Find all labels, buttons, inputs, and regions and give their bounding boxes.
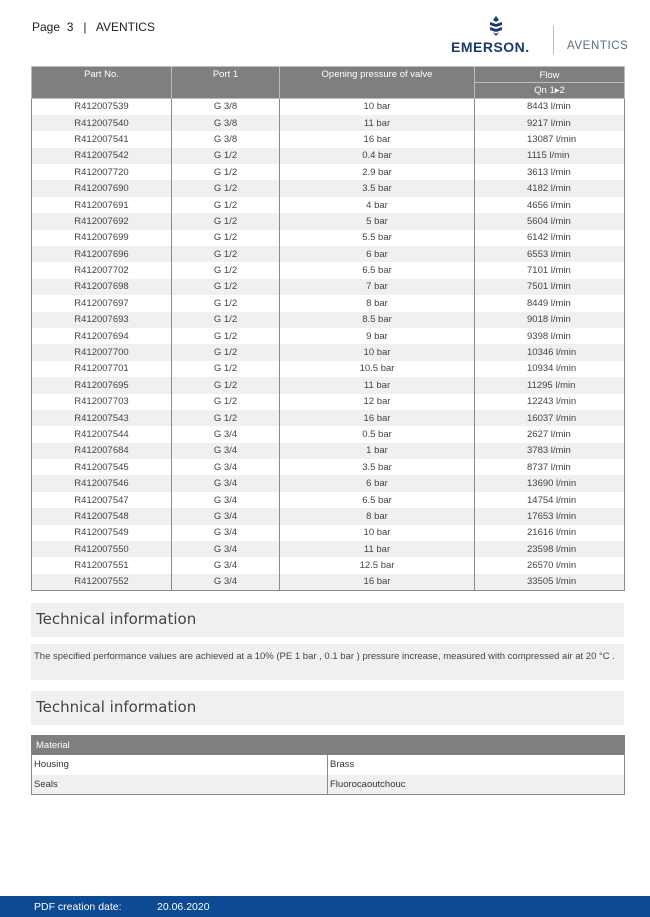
cell-flow: 13087 l/min [475, 131, 625, 147]
product-table [31, 66, 625, 591]
cell-port: G 3/4 [172, 557, 280, 573]
cell-flow: 33505 l/min [475, 574, 625, 590]
cell-flow: 2627 l/min [475, 426, 625, 442]
cell-port: G 1/2 [172, 180, 280, 196]
cell-port: G 3/4 [172, 459, 280, 475]
cell-part-no: R412007703 [32, 394, 172, 410]
cell-part-no: R412007702 [32, 262, 172, 278]
cell-flow: 12243 l/min [475, 394, 625, 410]
cell-flow: 6142 l/min [475, 230, 625, 246]
emerson-wordmark: EMERSON. [451, 39, 530, 55]
cell-part-no: R412007693 [32, 312, 172, 328]
cell-flow: 9398 l/min [475, 328, 625, 344]
cell-port: G 3/4 [172, 475, 280, 491]
cell-port: G 1/2 [172, 361, 280, 377]
material-row-value: Fluorocaoutchouc [328, 775, 625, 795]
cell-part-no: R412007700 [32, 344, 172, 360]
cell-flow: 4182 l/min [475, 180, 625, 196]
cell-part-no: R412007692 [32, 213, 172, 229]
col-header-port: Port 1 [172, 67, 280, 99]
cell-flow: 14754 l/min [475, 492, 625, 508]
cell-flow: 21616 l/min [475, 525, 625, 541]
cell-port: G 3/4 [172, 541, 280, 557]
cell-opening-pressure: 6.5 bar [280, 492, 475, 508]
cell-part-no: R412007684 [32, 443, 172, 459]
table-row [32, 525, 625, 541]
table-row [32, 115, 625, 131]
cell-flow: 4656 l/min [475, 197, 625, 213]
footer-label: PDF creation date: [34, 901, 122, 913]
footer-date: 20.06.2020 [157, 901, 210, 913]
cell-opening-pressure: 3.5 bar [280, 459, 475, 475]
cell-flow: 9018 l/min [475, 312, 625, 328]
cell-flow: 23598 l/min [475, 541, 625, 557]
cell-port: G 1/2 [172, 262, 280, 278]
cell-part-no: R412007552 [32, 574, 172, 590]
cell-port: G 1/2 [172, 394, 280, 410]
cell-opening-pressure: 8 bar [280, 508, 475, 524]
cell-opening-pressure: 11 bar [280, 377, 475, 393]
cell-part-no: R412007539 [32, 99, 172, 115]
col-header-flow: Flow [475, 67, 625, 83]
table-row [32, 230, 625, 246]
technical-note: The specified performance values are achieved at a 10% (PE 1 bar , 0.1 bar ) pressure increase, measured with compressed air at 20 °C . [31, 644, 624, 680]
cell-port: G 3/4 [172, 443, 280, 459]
table-row [32, 394, 625, 410]
cell-part-no: R412007543 [32, 410, 172, 426]
cell-port: G 1/2 [172, 328, 280, 344]
cell-part-no: R412007542 [32, 148, 172, 164]
table-row [32, 148, 625, 164]
cell-opening-pressure: 0.4 bar [280, 148, 475, 164]
emerson-logo [450, 16, 540, 58]
cell-part-no: R412007545 [32, 459, 172, 475]
cell-opening-pressure: 8.5 bar [280, 312, 475, 328]
cell-flow: 8449 l/min [475, 295, 625, 311]
cell-port: G 1/2 [172, 279, 280, 295]
cell-flow: 17653 l/min [475, 508, 625, 524]
table-row [32, 295, 625, 311]
page-label: Page 3 | AVENTICS [32, 20, 155, 34]
cell-opening-pressure: 10 bar [280, 344, 475, 360]
cell-port: G 3/4 [172, 574, 280, 590]
table-row [32, 541, 625, 557]
cell-port: G 1/2 [172, 230, 280, 246]
cell-port: G 1/2 [172, 295, 280, 311]
cell-port: G 1/2 [172, 344, 280, 360]
material-row-label: Housing [32, 755, 328, 775]
cell-opening-pressure: 6 bar [280, 246, 475, 262]
material-row-value: Brass [328, 755, 625, 775]
table-row [32, 557, 625, 573]
footer-bar [0, 896, 650, 917]
cell-part-no: R412007549 [32, 525, 172, 541]
table-row [32, 328, 625, 344]
table-row [32, 344, 625, 360]
cell-part-no: R412007699 [32, 230, 172, 246]
cell-opening-pressure: 5.5 bar [280, 230, 475, 246]
cell-port: G 1/2 [172, 164, 280, 180]
cell-flow: 8443 l/min [475, 99, 625, 115]
cell-opening-pressure: 5 bar [280, 213, 475, 229]
cell-flow: 8737 l/min [475, 459, 625, 475]
cell-port: G 3/4 [172, 525, 280, 541]
table-row [32, 262, 625, 278]
cell-port: G 3/8 [172, 99, 280, 115]
cell-opening-pressure: 12 bar [280, 394, 475, 410]
table-row [32, 361, 625, 377]
cell-port: G 1/2 [172, 197, 280, 213]
cell-port: G 1/2 [172, 246, 280, 262]
cell-opening-pressure: 9 bar [280, 328, 475, 344]
cell-opening-pressure: 16 bar [280, 131, 475, 147]
product-table-body [32, 99, 625, 591]
cell-part-no: R412007698 [32, 279, 172, 295]
cell-port: G 1/2 [172, 410, 280, 426]
cell-part-no: R412007548 [32, 508, 172, 524]
cell-part-no: R412007546 [32, 475, 172, 491]
table-row [32, 475, 625, 491]
cell-opening-pressure: 10 bar [280, 525, 475, 541]
table-row [32, 443, 625, 459]
cell-opening-pressure: 1 bar [280, 443, 475, 459]
table-row [32, 180, 625, 196]
cell-opening-pressure: 3.5 bar [280, 180, 475, 196]
table-row [32, 213, 625, 229]
cell-part-no: R412007720 [32, 164, 172, 180]
cell-part-no: R412007550 [32, 541, 172, 557]
cell-opening-pressure: 16 bar [280, 410, 475, 426]
cell-flow: 10934 l/min [475, 361, 625, 377]
page-header [0, 0, 650, 66]
table-row [32, 410, 625, 426]
table-row [32, 164, 625, 180]
cell-opening-pressure: 6 bar [280, 475, 475, 491]
cell-flow: 10346 l/min [475, 344, 625, 360]
cell-opening-pressure: 0.5 bar [280, 426, 475, 442]
cell-part-no: R412007547 [32, 492, 172, 508]
cell-part-no: R412007551 [32, 557, 172, 573]
cell-flow: 7501 l/min [475, 279, 625, 295]
section-title-technical-info-2: Technical information [31, 691, 624, 725]
cell-part-no: R412007701 [32, 361, 172, 377]
table-row [32, 377, 625, 393]
table-row [32, 197, 625, 213]
cell-flow: 6553 l/min [475, 246, 625, 262]
cell-part-no: R412007541 [32, 131, 172, 147]
cell-opening-pressure: 11 bar [280, 541, 475, 557]
cell-port: G 1/2 [172, 213, 280, 229]
table-row [32, 574, 625, 590]
cell-port: G 1/2 [172, 312, 280, 328]
cell-opening-pressure: 10 bar [280, 99, 475, 115]
table-row [32, 426, 625, 442]
cell-part-no: R412007544 [32, 426, 172, 442]
logo-divider [553, 26, 554, 54]
cell-opening-pressure: 11 bar [280, 115, 475, 131]
section-title-technical-info: Technical information [31, 603, 624, 637]
aventics-logo: AVENTICS [567, 40, 629, 52]
cell-opening-pressure: 16 bar [280, 574, 475, 590]
cell-port: G 3/4 [172, 508, 280, 524]
table-row [32, 508, 625, 524]
col-header-part-no: Part No. [32, 67, 172, 99]
cell-flow: 5604 l/min [475, 213, 625, 229]
cell-part-no: R412007540 [32, 115, 172, 131]
cell-opening-pressure: 7 bar [280, 279, 475, 295]
table-row [32, 246, 625, 262]
cell-part-no: R412007695 [32, 377, 172, 393]
cell-opening-pressure: 6.5 bar [280, 262, 475, 278]
cell-opening-pressure: 12.5 bar [280, 557, 475, 573]
table-row [32, 492, 625, 508]
cell-flow: 16037 l/min [475, 410, 625, 426]
cell-port: G 3/8 [172, 131, 280, 147]
cell-part-no: R412007694 [32, 328, 172, 344]
table-row [32, 459, 625, 475]
cell-flow: 13690 l/min [475, 475, 625, 491]
col-header-flow-sub: Qn 1▸2 [475, 83, 625, 99]
cell-port: G 3/4 [172, 426, 280, 442]
cell-port: G 3/8 [172, 115, 280, 131]
table-row [32, 312, 625, 328]
cell-flow: 3613 l/min [475, 164, 625, 180]
cell-port: G 1/2 [172, 148, 280, 164]
cell-opening-pressure: 8 bar [280, 295, 475, 311]
cell-part-no: R412007690 [32, 180, 172, 196]
cell-flow: 26570 l/min [475, 557, 625, 573]
cell-flow: 3783 l/min [475, 443, 625, 459]
cell-flow: 9217 l/min [475, 115, 625, 131]
cell-part-no: R412007697 [32, 295, 172, 311]
cell-opening-pressure: 2.9 bar [280, 164, 475, 180]
cell-opening-pressure: 10.5 bar [280, 361, 475, 377]
cell-flow: 1115 l/min [475, 148, 625, 164]
cell-part-no: R412007696 [32, 246, 172, 262]
cell-part-no: R412007691 [32, 197, 172, 213]
cell-port: G 3/4 [172, 492, 280, 508]
cell-port: G 1/2 [172, 377, 280, 393]
col-header-opening-pressure: Opening pressure of valve [280, 67, 475, 99]
material-row-label: Seals [32, 775, 328, 795]
material-header: Material [32, 736, 625, 755]
cell-flow: 11295 l/min [475, 377, 625, 393]
material-table [31, 735, 625, 795]
cell-flow: 7101 l/min [475, 262, 625, 278]
cell-opening-pressure: 4 bar [280, 197, 475, 213]
table-row [32, 279, 625, 295]
table-row [32, 131, 625, 147]
table-row [32, 99, 625, 115]
emerson-mark-icon [486, 16, 506, 36]
